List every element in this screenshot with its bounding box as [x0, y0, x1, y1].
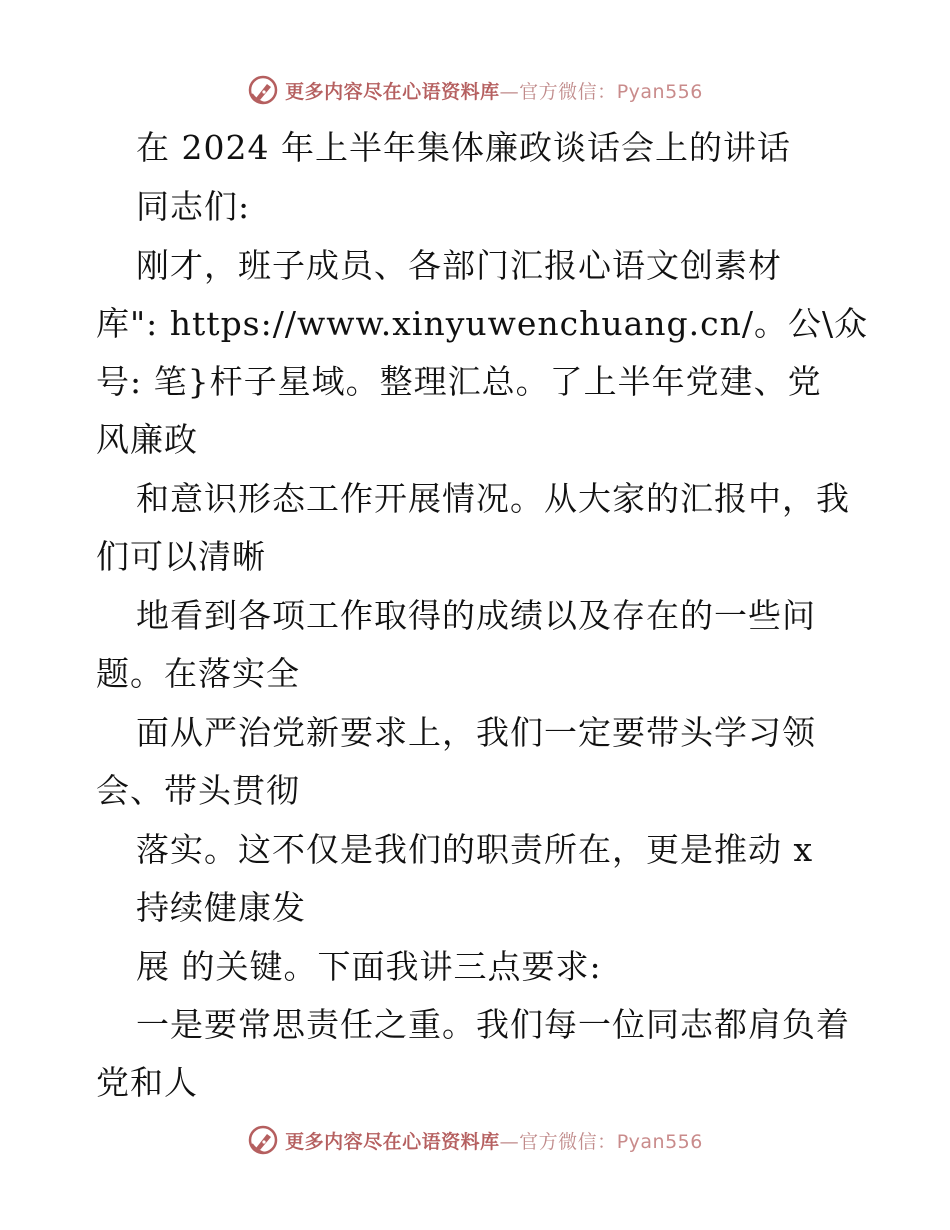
watermark-dash: —: [499, 1130, 520, 1153]
paragraph-line: 们可以清晰: [96, 537, 266, 576]
paragraph-line: 持续健康发: [136, 888, 306, 927]
paragraph-line: 号: 笔}杆子星域。整理汇总。了上半年党建、党: [96, 362, 822, 401]
watermark-wechat-id: Pyan556: [616, 1130, 703, 1153]
watermark-official-label: 官方微信：: [519, 1130, 617, 1153]
paragraph-line: 和意识形态工作开展情况。从大家的汇报中，我: [136, 479, 850, 518]
watermark-text: [285, 1127, 703, 1154]
pen-nib-circle-logo-icon: [247, 74, 279, 106]
salutation: 同志们:: [136, 187, 251, 226]
paragraph-line: 落实。这不仅是我们的职责所在，更是推动 x: [136, 830, 814, 869]
pen-nib-circle-logo-icon: [247, 1124, 279, 1156]
paragraph-line: 风廉政: [96, 420, 198, 459]
watermark-text: [285, 77, 703, 104]
paragraph-line: 题。在落实全: [96, 654, 300, 693]
paragraph-line: 会、带头贯彻: [96, 771, 300, 810]
watermark-dash: —: [499, 80, 520, 103]
document-title: 在 2024 年上半年集体廉政谈话会上的讲话: [136, 128, 791, 167]
watermark-main-text: 更多内容尽在心语资料库: [285, 1130, 500, 1153]
header-watermark: [0, 70, 950, 110]
footer-watermark: [0, 1120, 950, 1160]
paragraph-line: 展 的关键。下面我讲三点要求:: [136, 947, 602, 986]
watermark-main-text: 更多内容尽在心语资料库: [285, 80, 500, 103]
watermark-wechat-id: Pyan556: [616, 80, 703, 103]
paragraph-line: 党和人: [96, 1063, 198, 1102]
paragraph-line: 库": https://www.xinyuwenchuang.cn/。公\众: [96, 304, 869, 343]
paragraph-line: 面从严治党新要求上，我们一定要带头学习领: [136, 713, 816, 752]
paragraph-line: 一是要常思责任之重。我们每一位同志都肩负着: [136, 1005, 850, 1044]
watermark-official-label: 官方微信：: [519, 80, 617, 103]
paragraph-line: 地看到各项工作取得的成绩以及存在的一些问: [136, 596, 816, 635]
paragraph-line: 刚才，班子成员、各部门汇报心语文创素材: [136, 246, 782, 285]
